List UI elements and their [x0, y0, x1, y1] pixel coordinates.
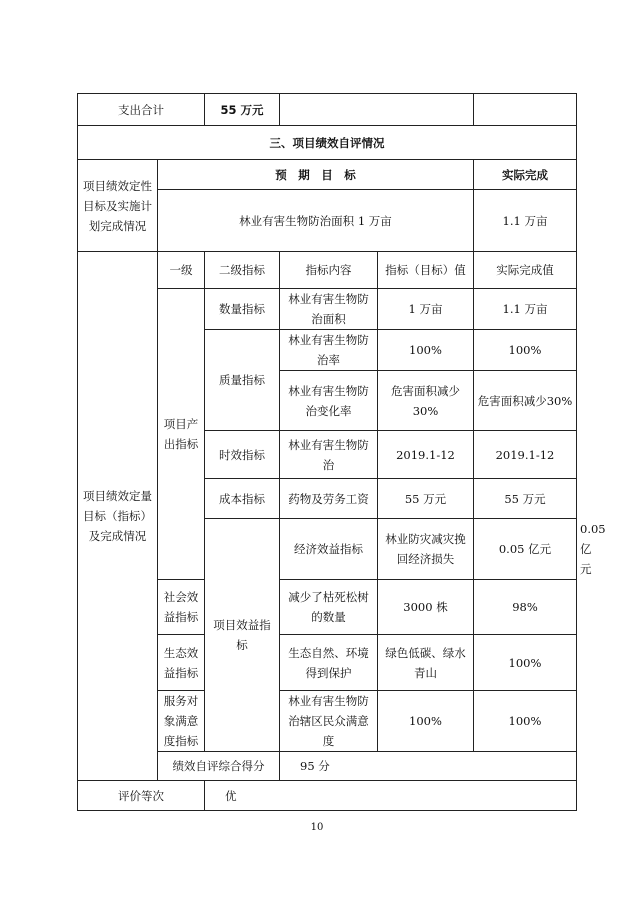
content-cell: 林业有害生物防治面积 [280, 289, 378, 330]
level2-cell: 成本指标 [205, 479, 280, 519]
level2-cell: 生态效益指标 [158, 635, 205, 691]
col-header-actual: 实际完成值 [474, 252, 577, 289]
quant-header-row [78, 252, 577, 289]
target-cell: 55 万元 [378, 479, 474, 519]
expense-value: 55 万元 [205, 94, 280, 126]
section-title-row [78, 126, 577, 160]
content-cell: 林业有害生物防治辖区民众满意度 [280, 691, 378, 752]
actual-cell: 1.1 万亩 [474, 289, 577, 330]
actual-header: 实际完成 [474, 160, 577, 190]
actual-cell: 100% [474, 691, 577, 752]
content-cell: 减少了枯死松树的数量 [280, 580, 378, 635]
actual-cell: 98% [474, 580, 577, 635]
grade-value: 优 [205, 781, 577, 811]
score-label: 绩效自评综合得分 [158, 752, 280, 781]
level2-cell: 时效指标 [205, 431, 280, 479]
benefit-group-label: 项目效益指标 [205, 519, 280, 752]
output-group-label: 项目产出指标 [158, 289, 205, 580]
actual-text: 1.1 万亩 [474, 190, 577, 252]
col-header-content: 指标内容 [280, 252, 378, 289]
expected-header: 预 期 目 标 [158, 160, 474, 190]
expense-row [78, 94, 577, 126]
table-row: 项目效益指标 经济效益指标 林业防灾减灾挽回经济损失 0.05 亿元 0.05 亿元 [78, 519, 577, 580]
expected-text: 林业有害生物防治面积 1 万亩 [158, 190, 474, 252]
level2-cell: 数量指标 [205, 289, 280, 330]
target-cell: 危害面积减少30% [378, 371, 474, 431]
target-cell: 1 万亩 [378, 289, 474, 330]
target-cell: 0.05 亿元 [474, 519, 577, 580]
content-cell: 林业防灾减灾挽回经济损失 [378, 519, 474, 580]
grade-row [78, 781, 577, 811]
col-header-target: 指标（目标）值 [378, 252, 474, 289]
level2-cell: 服务对象满意度指标 [158, 691, 205, 752]
target-cell: 2019.1-12 [378, 431, 474, 479]
content-cell: 林业有害生物防治 [280, 431, 378, 479]
expense-blank [280, 94, 474, 126]
content-cell: 林业有害生物防治率 [280, 330, 378, 371]
content-cell: 林业有害生物防治变化率 [280, 371, 378, 431]
target-cell: 100% [378, 691, 474, 752]
performance-table [77, 93, 606, 811]
expense-label: 支出合计 [78, 94, 205, 126]
score-value: 95 分 [280, 752, 577, 781]
target-label: 项目绩效定性目标及实施计划完成情况 [78, 160, 158, 252]
target-cell: 绿色低碳、绿水青山 [378, 635, 474, 691]
level2-cell: 经济效益指标 [280, 519, 378, 580]
actual-cell: 危害面积减少30% [474, 371, 577, 431]
col-header-level1: 一级 [158, 252, 205, 289]
target-header-row [78, 160, 577, 190]
actual-cell: 100% [474, 330, 577, 371]
page-number: 10 [310, 822, 324, 833]
content-cell: 生态自然、环境得到保护 [280, 635, 378, 691]
content-cell: 药物及劳务工资 [280, 479, 378, 519]
level2-cell: 质量指标 [205, 330, 280, 431]
actual-cell: 100% [474, 635, 577, 691]
actual-cell: 2019.1-12 [474, 431, 577, 479]
quant-label: 项目绩效定量目标（指标）及完成情况 [78, 252, 158, 781]
grade-label: 评价等次 [78, 781, 205, 811]
expense-blank-2 [474, 94, 577, 126]
col-header-level2: 二级指标 [205, 252, 280, 289]
target-cell: 3000 株 [378, 580, 474, 635]
section-title: 三、项目绩效自评情况 [78, 126, 577, 160]
level2-cell: 社会效益指标 [158, 580, 205, 635]
actual-cell: 55 万元 [474, 479, 577, 519]
target-cell: 100% [378, 330, 474, 371]
